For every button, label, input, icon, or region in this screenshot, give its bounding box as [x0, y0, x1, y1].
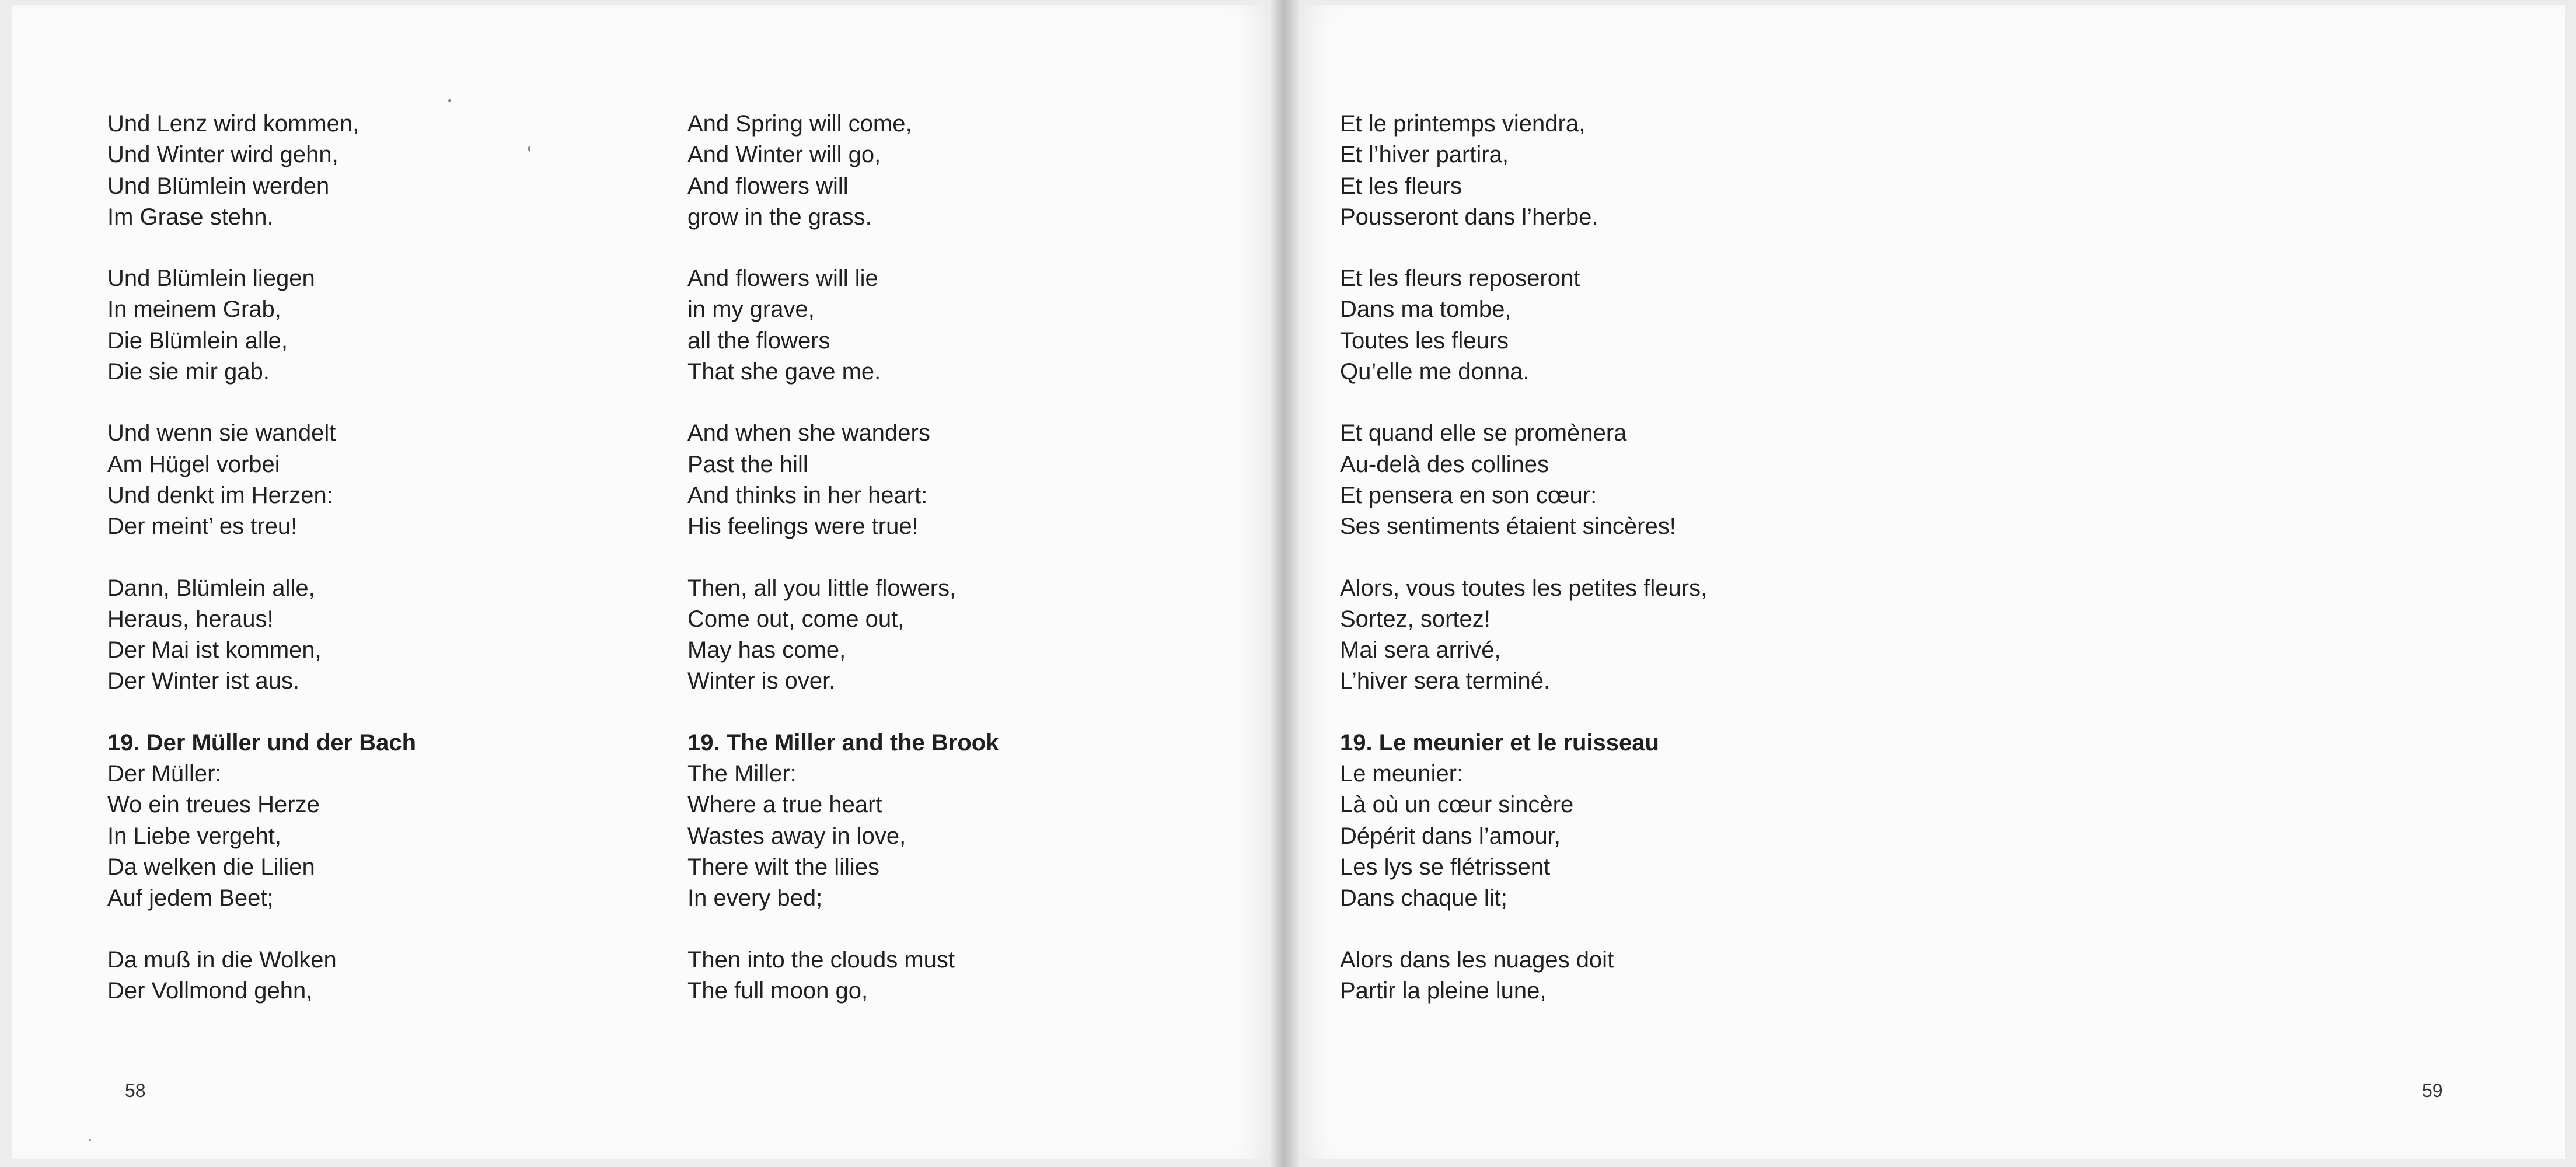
lyric-line: all the flowers	[687, 327, 830, 354]
lyric-line: Die sie mir gab.	[107, 359, 270, 385]
lyric-line: His feelings were true!	[687, 513, 919, 540]
lyric-line: Und wenn sie wandelt	[107, 420, 336, 446]
lyric-line: Der Winter ist aus.	[107, 668, 299, 694]
lyric-line: Dépérit dans l’amour,	[1340, 823, 1561, 849]
lyric-line: And thinks in her heart:	[687, 482, 928, 508]
lyric-line: May has come,	[687, 637, 846, 663]
lyric-line: Et les fleurs	[1340, 173, 1462, 199]
lyric-line: L’hiver sera terminé.	[1340, 668, 1551, 694]
paper-speck	[448, 99, 451, 102]
right-page	[1299, 5, 2565, 1159]
lyric-line: Then into the clouds must	[687, 946, 955, 973]
stanza-break	[107, 697, 416, 728]
lyric-line: Und Lenz wird kommen,	[107, 111, 359, 137]
lyric-line: Auf jedem Beet;	[107, 885, 274, 911]
stanza-break	[687, 233, 999, 263]
left-page	[12, 5, 1271, 1159]
english-lyrics-column	[687, 109, 999, 1007]
lyric-line: And when she wanders	[687, 420, 930, 446]
lyric-line: Et pensera en son cœur:	[1340, 482, 1597, 508]
lyric-line: And Spring will come,	[687, 111, 912, 137]
lyric-line: Die Blümlein alle,	[107, 327, 288, 354]
lyric-line: Le meunier:	[1340, 761, 1464, 787]
lyric-line: Et quand elle se promènera	[1340, 420, 1627, 446]
french-lyrics-column	[1340, 109, 1707, 1007]
paper-speck	[89, 1139, 91, 1141]
lyric-line: Qu’elle me donna.	[1340, 359, 1530, 385]
lyric-line: In Liebe vergeht,	[107, 823, 281, 849]
lyric-line: Là où un cœur sincère	[1340, 792, 1574, 818]
stanza-break	[107, 387, 416, 418]
song-heading: 19. The Miller and the Brook	[687, 729, 999, 756]
german-lyrics-column	[107, 109, 416, 1007]
lyric-line: Toutes les fleurs	[1340, 327, 1509, 354]
lyric-line: Les lys se flétrissent	[1340, 854, 1551, 880]
lyric-line: The full moon go,	[687, 977, 868, 1004]
lyric-line: In every bed;	[687, 885, 823, 911]
song-heading: 19. Der Müller und der Bach	[107, 729, 417, 756]
lyric-line: Der Vollmond gehn,	[107, 977, 313, 1004]
lyric-line: Et l’hiver partira,	[1340, 142, 1509, 168]
page-number-left: 58	[125, 1080, 146, 1101]
lyric-line: The Miller:	[687, 761, 797, 787]
lyric-line: Dann, Blümlein alle,	[107, 575, 315, 601]
lyric-line: Wo ein treues Herze	[107, 792, 320, 818]
lyric-line: Wastes away in love,	[687, 823, 906, 849]
lyric-line: Mai sera arrivé,	[1340, 637, 1501, 663]
stanza-break	[1340, 387, 1707, 418]
lyric-line: Partir la pleine lune,	[1340, 977, 1547, 1004]
lyric-line: Dans ma tombe,	[1340, 296, 1512, 323]
stanza-break	[687, 914, 999, 945]
page-number-right: 59	[2422, 1080, 2443, 1101]
lyric-line: Und denkt im Herzen:	[107, 482, 333, 508]
lyric-line: Der Müller:	[107, 761, 222, 787]
lyric-line: Pousseront dans l’herbe.	[1340, 204, 1598, 230]
lyric-line: And flowers will lie	[687, 265, 878, 292]
lyric-line: in my grave,	[687, 296, 815, 323]
lyric-line: Dans chaque lit;	[1340, 885, 1507, 911]
lyric-line: Ses sentiments étaient sincères!	[1340, 513, 1676, 540]
stanza-break	[687, 387, 999, 418]
lyric-line: In meinem Grab,	[107, 296, 281, 323]
lyric-line: And flowers will	[687, 173, 849, 199]
lyric-line: Winter is over.	[687, 668, 836, 694]
stanza-break	[107, 543, 416, 573]
book-gutter	[1271, 0, 1299, 1167]
stanza-break	[687, 543, 999, 573]
lyric-line: And Winter will go,	[687, 142, 881, 168]
stanza-break	[687, 697, 999, 728]
lyric-line: Et le printemps viendra,	[1340, 111, 1586, 137]
lyric-line: Then, all you little flowers,	[687, 575, 957, 601]
lyric-line: Sortez, sortez!	[1340, 606, 1491, 632]
lyric-line: Der Mai ist kommen,	[107, 637, 322, 663]
lyric-line: Und Winter wird gehn,	[107, 142, 338, 168]
lyric-line: Au-delà des collines	[1340, 451, 1549, 477]
lyric-line: Et les fleurs reposeront	[1340, 265, 1580, 292]
lyric-line: Am Hügel vorbei	[107, 451, 280, 477]
stanza-break	[1340, 914, 1707, 945]
song-heading: 19. Le meunier et le ruisseau	[1340, 729, 1659, 756]
lyric-line: Past the hill	[687, 451, 808, 477]
stanza-break	[1340, 233, 1707, 263]
paper-speck	[528, 146, 530, 152]
lyric-line: Und Blümlein werden	[107, 173, 330, 199]
lyric-line: There wilt the lilies	[687, 854, 880, 880]
stanza-break	[107, 233, 416, 263]
lyric-line: grow in the grass.	[687, 204, 872, 230]
lyric-line: Alors dans les nuages doit	[1340, 946, 1614, 973]
lyric-line: Alors, vous toutes les petites fleurs,	[1340, 575, 1708, 601]
stanza-break	[1340, 697, 1707, 728]
lyric-line: Der meint’ es treu!	[107, 513, 298, 540]
stanza-break	[1340, 543, 1707, 573]
lyric-line: Im Grase stehn.	[107, 204, 274, 230]
lyric-line: Da muß in die Wolken	[107, 946, 337, 973]
lyric-line: Where a true heart	[687, 792, 882, 818]
lyric-line: Da welken die Lilien	[107, 854, 315, 880]
stanza-break	[107, 914, 416, 945]
lyric-line: Und Blümlein liegen	[107, 265, 315, 292]
lyric-line: Come out, come out,	[687, 606, 905, 632]
lyric-line: That she gave me.	[687, 359, 881, 385]
lyric-line: Heraus, heraus!	[107, 606, 274, 632]
